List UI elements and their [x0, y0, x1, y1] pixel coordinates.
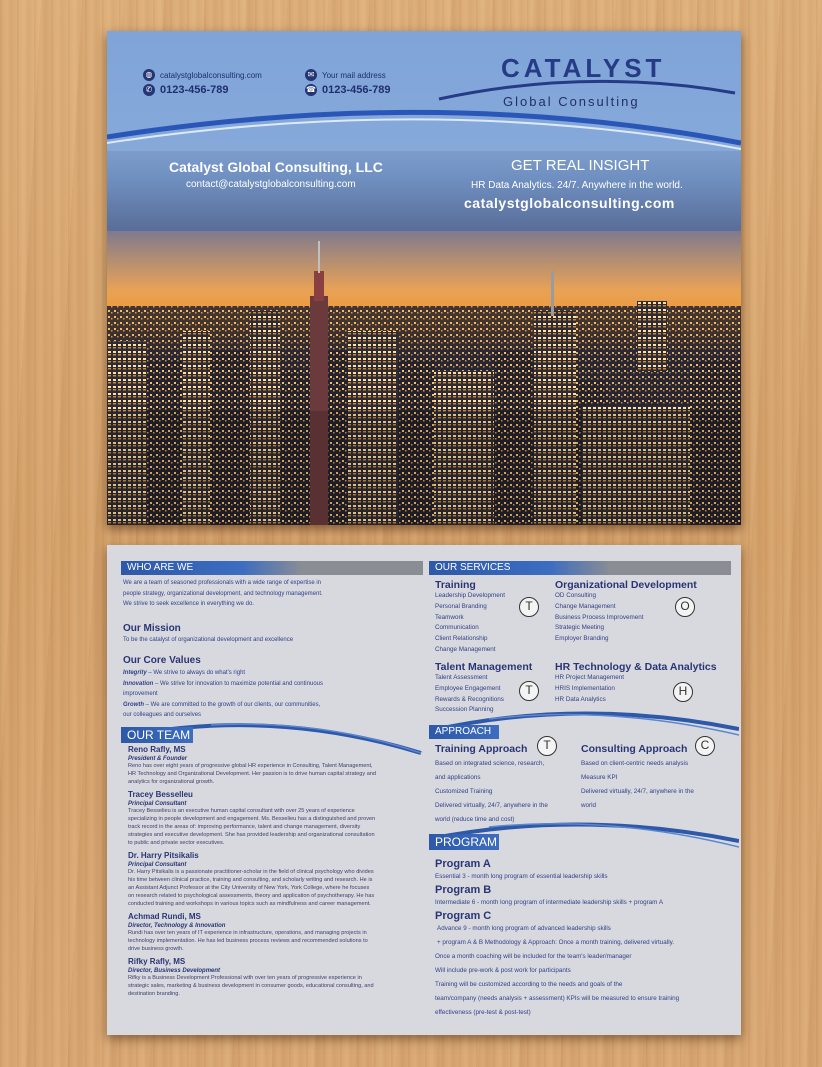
phone-contact-right[interactable]: ☎ 0123-456-789 — [306, 84, 391, 96]
team-member: Reno Rafly, MS President & Founder Reno has over eight years of progressive global HR experience in Consulting, Talent Management, HR Technology and Organizational Development. Her passion is to drive human capital strategy and analytics for organizational growth. — [128, 745, 377, 785]
program-header: PROGRAM — [429, 834, 499, 850]
brochure-back — [107, 545, 741, 1035]
program-b-title: Program B — [435, 884, 492, 896]
service-org-development: Organizational Development OD Consulting Change Management Business Process Improvement Strategic Meeting Employer Branding — [555, 579, 697, 643]
consulting-approach-letter-icon: C — [695, 736, 715, 756]
training-letter-icon: T — [519, 597, 539, 617]
team-member: Achmad Rundi, MS Director, Technology & Innovation Rundi has over ten years of IT experience in infrastructure, operations, and managing projects in technology implementation. He has led business process reviews and recommended solutions to drive business growth. — [128, 912, 368, 952]
who-are-we-header: WHO ARE WE — [121, 561, 423, 575]
training-approach: Training Approach Based on integrated science, research, and applications Customized Training Delivered virtually, 24/7, anywhere in the world (reduce time and cost) — [435, 743, 548, 823]
talent-letter-icon: T — [519, 681, 539, 701]
service-hr-technology: HR Technology & Data Analytics HR Project Management HRIS Implementation HR Data Analytics — [555, 661, 717, 703]
fax-icon: ☎ — [306, 85, 316, 94]
headline: GET REAL INSIGHT — [511, 157, 650, 174]
phone-icon: ✆ — [143, 84, 155, 96]
core-values-title: Our Core Values — [123, 655, 201, 666]
service-talent-management: Talent Management Talent Assessment Employee Engagement Rewards & Recognitions Succession Planning — [435, 661, 533, 714]
logo-wordmark: CATALYST — [501, 53, 666, 83]
our-services-header: OUR SERVICES — [429, 561, 731, 575]
training-approach-letter-icon: T — [537, 736, 557, 756]
phone-contact-left[interactable]: ✆ 0123-456-789 — [143, 84, 229, 96]
company-name: Catalyst Global Consulting, LLC — [169, 159, 383, 175]
program-a-title: Program A — [435, 858, 491, 870]
who-are-we-text: We are a team of seasoned professionals with a wide range of expertise in people strategy, organizational development, and technology management. We strive to seek excellence in everything we do. — [123, 580, 323, 607]
team-member: Dr. Harry Pitsikalis Principal Consultant Dr. Harry Pitsikalis is a passionate practitioner-scholar in the field of clinical psychology who divides his time between clinical practice, training and consulting, and scholarly writing and research. He is an Assistant Adjunct Professor at the City University of New York, York College, where he focuses on research related to psychological assessments, theory and application of psychotherapy. He has conducted training and workshops in various topics such as mindfulness and career management. — [128, 851, 375, 907]
approach-header: APPROACH — [429, 725, 499, 739]
program-list: Program A Essential 3 - month long program of essential leadership skills Program B Intermediate 6 - month long program of intermediate leadership skills + program A Program C Advance 9 - month long program of advanced leadership skills + program A & B Methodology & Approach: Once a month training, delivered virtually. Once a month coaching will be included for the team's leader/manager Will include pre-work & post work for participants Training will be customized according to the needs and goals of the team/company (needs analysis + assessment) KPIs will be measured to ensure training effectiveness (pre-test & post-test) — [435, 858, 735, 1020]
mission-text: To be the catalyst of organizational development and excellence — [123, 637, 294, 643]
our-team-header: OUR TEAM — [121, 727, 193, 743]
logo-subtitle: Global Consulting — [503, 94, 640, 109]
mission-title: Our Mission — [123, 623, 181, 634]
company-email[interactable]: contact@catalystglobalconsulting.com — [186, 179, 356, 190]
program-b-text: Intermediate 6 - month long program of intermediate leadership skills + program A — [435, 899, 664, 906]
core-values-list: Integrity – We strive to always do what's right Innovation – We strive for innovation to maximize potential and continuous improvement Growth – We are committed to the growth of our clients, our communities, our colleagues and ourselves — [123, 670, 323, 718]
mail-icon: ✉ — [305, 69, 317, 81]
globe-icon: ◍ — [143, 69, 155, 81]
hr-tech-letter-icon: H — [673, 682, 693, 702]
program-c-title: Program C — [435, 910, 492, 922]
team-list — [128, 745, 418, 998]
service-training: Training Leadership Development Personal Branding Teamwork Communication Client Relationship Change Management — [435, 579, 506, 653]
program-a-text: Essential 3 - month long program of essential leadership skills — [435, 873, 608, 880]
team-member: Tracey Besselleu Principal Consultant Tracey Besselieu is an executive human capital consultant with over 25 years of experience specializing in people development and engagement. Ms. Besselieu has a distinguished and proven track record in the areas of: improving performance, talent and change management, diversity strategies and executive development. She has provided leadership and organizational consultation to public and private sector executives. — [128, 790, 376, 846]
brochure-front — [107, 31, 741, 525]
org-development-letter-icon: O — [675, 597, 695, 617]
team-member: Rifky Rafly, MS Director, Business Development Rifky is a Business Development Professional with over ten years of progressive experience in strategic sales, marketing & business development in consumer goods, educational consulting, and destination branding. — [128, 957, 374, 997]
city-skyline-image — [107, 231, 741, 525]
mail-contact[interactable]: ✉ Your mail address — [305, 69, 386, 81]
consulting-approach: Consulting Approach Based on client-centric needs analysis Measure KPI Delivered virtually, 24/7, anywhere in the world — [581, 743, 694, 809]
tagline: HR Data Analytics. 24/7. Anywhere in the world. — [471, 180, 683, 191]
website-url[interactable]: catalystglobalconsulting.com — [464, 195, 675, 211]
website-contact[interactable]: ◍ catalystglobalconsulting.com — [143, 69, 262, 81]
